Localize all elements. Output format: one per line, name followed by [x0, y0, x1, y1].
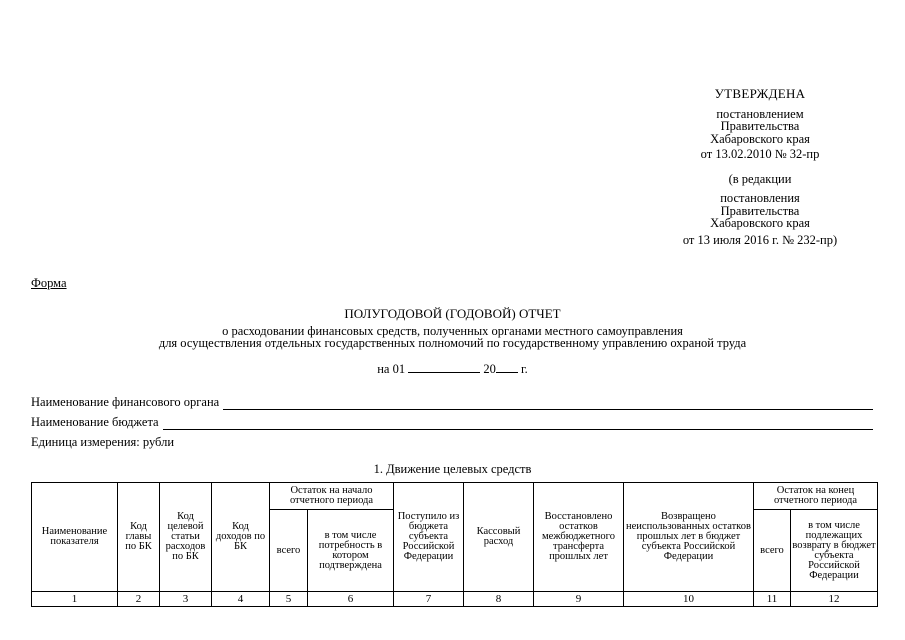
header-name: Наименование показателя — [32, 483, 118, 592]
column-number: 8 — [464, 592, 534, 607]
header-returned: Возвращено неиспользованных остатков прошлых лет в бюджет субъекта Российской Федерации — [624, 483, 754, 592]
approval-line: постановления — [720, 191, 800, 205]
column-number: 2 — [118, 592, 160, 607]
header-start-confirmed: в том числе потребность в котором подтверждена — [308, 510, 394, 592]
column-number: 7 — [394, 592, 464, 607]
finance-body-line[interactable] — [223, 399, 873, 410]
approval-date: от 13.02.2010 № 32-пр — [700, 147, 820, 161]
report-title: ПОЛУГОДОВОЙ (ГОДОВОЙ) ОТЧЕТ — [344, 306, 561, 321]
budget-field — [31, 415, 873, 430]
approval-line: Хабаровского края — [710, 216, 810, 230]
header-start-total: всего — [270, 510, 308, 592]
edition-note: (в редакции — [728, 171, 792, 186]
unit-field — [31, 435, 174, 450]
column-number: 4 — [212, 592, 270, 607]
date-year: 20 — [483, 362, 496, 376]
column-number: 1 — [32, 592, 118, 607]
column-number: 12 — [791, 592, 878, 607]
edition-date: от 13 июля 2016 г. № 232-пр) — [682, 232, 838, 247]
column-number: 10 — [624, 592, 754, 607]
month-blank[interactable] — [408, 361, 480, 373]
column-number: 11 — [754, 592, 791, 607]
header-received: Поступило из бюджета субъекта Российской Федерации — [394, 483, 464, 592]
header-target-code: Код целевой статьи расходов по БК — [160, 483, 212, 592]
date-suffix: г. — [520, 362, 528, 376]
header-restored: Восстановлено остатков межбюджетного трансферта прошлых лет — [534, 483, 624, 592]
unit-label: Единица измерения: рубли — [31, 435, 175, 449]
finance-body-field — [31, 395, 873, 410]
approval-block — [640, 88, 880, 246]
column-number: 5 — [270, 592, 308, 607]
approval-title: УТВЕРЖДЕНА — [714, 86, 806, 101]
report-subtitle — [0, 325, 905, 349]
approval-line: Правительства — [720, 119, 800, 133]
date-prefix: на 01 — [377, 362, 406, 376]
column-number: 6 — [308, 592, 394, 607]
header-end-balance: Остаток на конец отчетного периода — [754, 483, 878, 510]
budget-label: Наименование бюджета — [31, 415, 159, 429]
report-date — [0, 361, 905, 377]
column-number: 9 — [534, 592, 624, 607]
movement-table — [31, 482, 878, 607]
form-label: Форма — [31, 276, 67, 290]
header-end-return: в том числе подлежащих возврату в бюджет субъекта Российской Федерации — [791, 510, 878, 592]
header-cash-expense: Кассовый расход — [464, 483, 534, 592]
approval-line: Хабаровского края — [710, 131, 810, 146]
budget-line[interactable] — [163, 419, 873, 430]
column-number: 3 — [160, 592, 212, 607]
finance-body-label: Наименование финансового органа — [31, 395, 220, 409]
approval-line: постановлением — [716, 106, 804, 121]
header-chapter-code: Код главы по БК — [118, 483, 160, 592]
approval-line: Правительства — [720, 203, 800, 218]
subtitle-line: для осуществления отдельных государственных полномочий по государственному управлению охраной труда — [158, 336, 747, 350]
header-start-balance: Остаток на начало отчетного периода — [270, 483, 394, 510]
year-blank[interactable] — [496, 361, 518, 373]
section-title: 1. Движение целевых средств — [373, 462, 532, 476]
subtitle-line: о расходовании финансовых средств, полученных органами местного самоуправления — [222, 324, 683, 338]
header-end-total: всего — [754, 510, 791, 592]
header-income-code: Код доходов по БК — [212, 483, 270, 592]
